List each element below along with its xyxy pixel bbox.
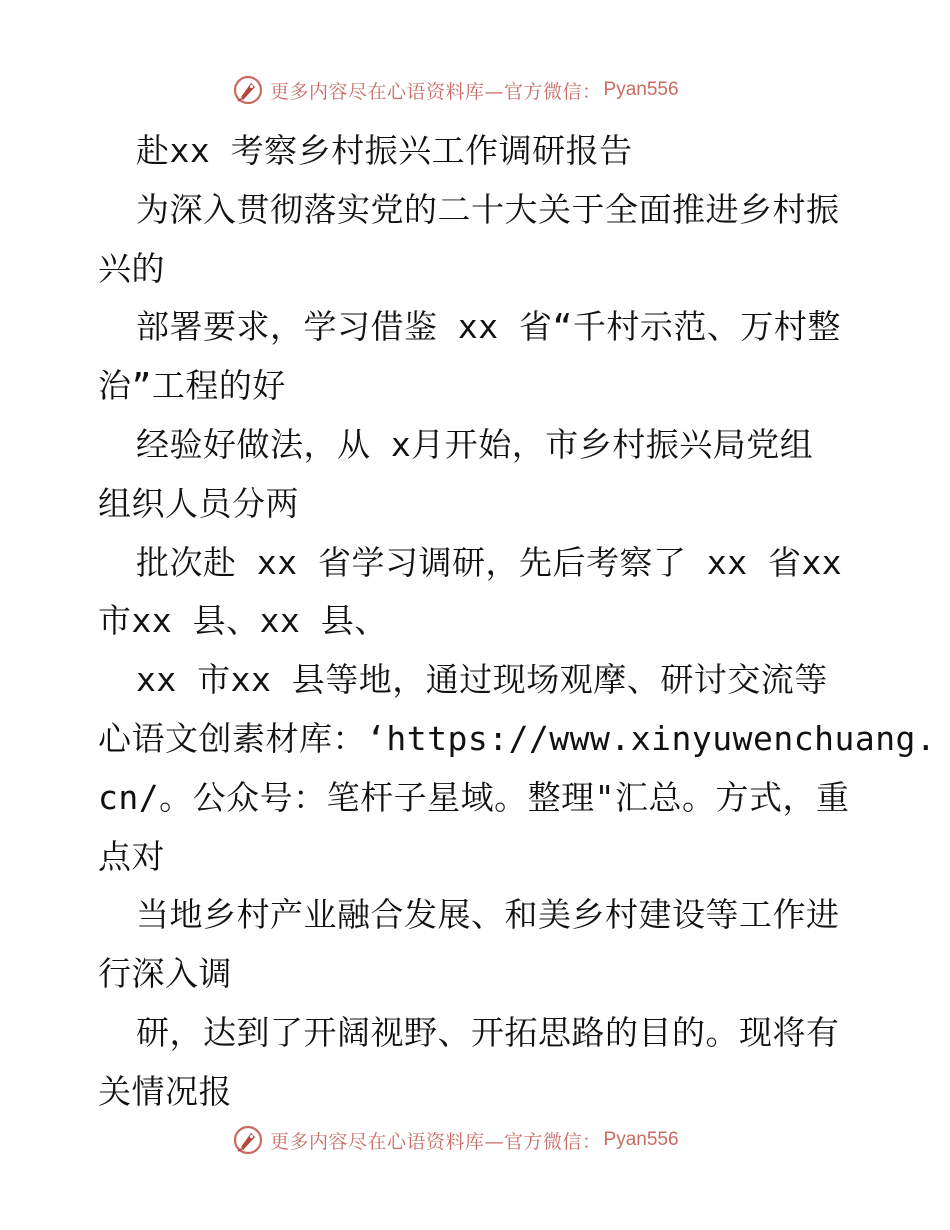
header-banner-wechat-id: Pyan556	[603, 79, 679, 100]
paragraph-line: 当地乡村产业融合发展、和美乡村建设等工作进	[136, 895, 840, 935]
header-banner-text: 更多内容尽在心语资料库—官方微信：	[270, 80, 602, 103]
paragraph-line: 兴的	[98, 248, 165, 288]
paragraph-line: cn/。公众号：笔杆子星域。整理"汇总。方式，重	[98, 777, 850, 817]
paragraph-line: 经验好做法，从 x月开始，市乡村振兴局党组	[136, 424, 814, 464]
document-title: 赴xx 考察乡村振兴工作调研报告	[136, 131, 633, 170]
paragraph-line: 关情况报	[98, 1071, 232, 1111]
paragraph-line: 部署要求，学习借鉴 xx 省“千村示范、万村整	[136, 307, 841, 347]
footer-watermark-banner	[232, 1122, 679, 1158]
document-body	[98, 122, 937, 1122]
paragraph-line: 研，达到了开阔视野、开拓思路的目的。现将有	[136, 1012, 840, 1052]
header-watermark-banner	[232, 72, 679, 108]
paragraph-line: 心语文创素材库：‘https://www.xinyuwenchuang.	[98, 718, 937, 758]
paragraph-line: xx 市xx 县等地，通过现场观摩、研讨交流等	[136, 660, 828, 700]
paragraph-line: 行深入调	[98, 954, 232, 994]
pen-nib-logo-icon	[232, 1124, 264, 1156]
paragraph-line: 批次赴 xx 省学习调研，先后考察了 xx 省xx	[136, 542, 843, 582]
paragraph-line: 组织人员分两	[98, 483, 299, 523]
footer-banner-text: 更多内容尽在心语资料库—官方微信：	[270, 1130, 602, 1153]
paragraph-line: 为深入贯彻落实党的二十大关于全面推进乡村振	[136, 189, 840, 229]
paragraph-line: 治”工程的好	[98, 366, 286, 406]
footer-banner-wechat-id: Pyan556	[603, 1129, 679, 1150]
paragraph-line: 点对	[98, 836, 165, 876]
paragraph-line: 市xx 县、xx 县、	[98, 601, 388, 641]
pen-nib-logo-icon	[232, 74, 264, 106]
